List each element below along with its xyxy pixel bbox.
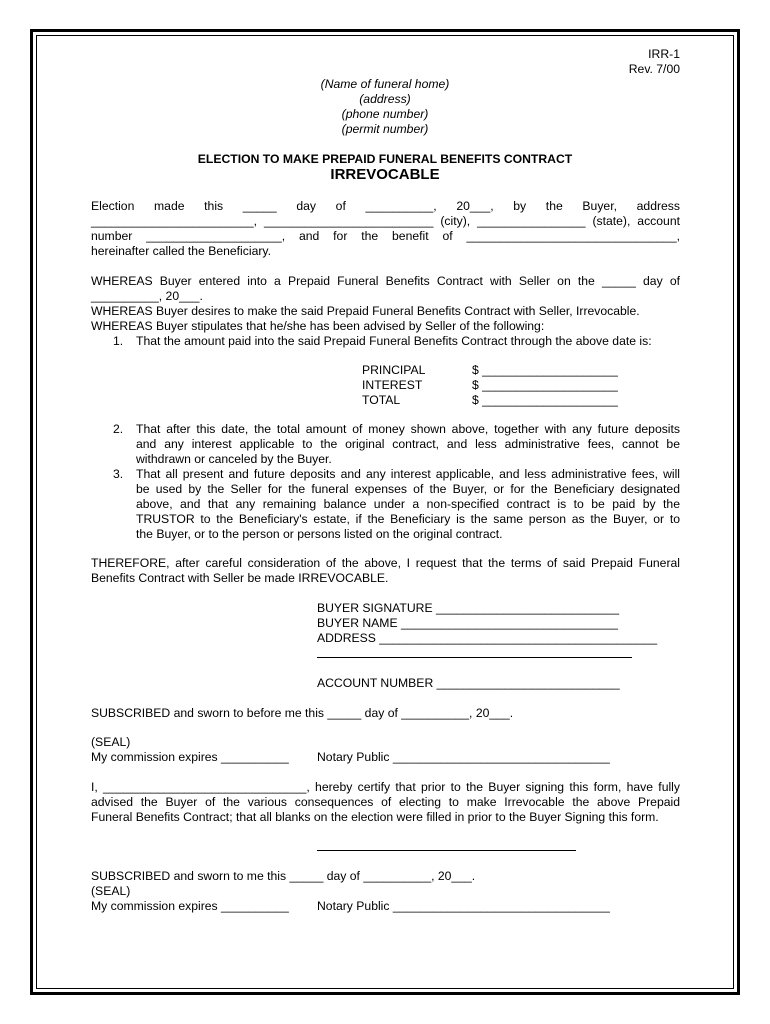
form-code: IRR-1 [648, 47, 680, 61]
buyer-signature-field[interactable]: BUYER SIGNATURE ___________________________ [317, 601, 619, 615]
certify-line-3: Funeral Benefits Contract; that all blanks on the election were filled in prior to the Buyer Signing this form. [91, 810, 659, 824]
whereas-3: WHEREAS Buyer stipulates that he/she has been advised by Seller of the following: [91, 319, 545, 333]
interest-label: INTEREST [362, 378, 423, 392]
document-subtitle: IRREVOCABLE [330, 166, 440, 183]
item-2-number: 2. [113, 422, 124, 436]
certify-line-2: advised the Buyer of the various consequences of electing to make Irrevocable the above Prepaid [91, 795, 680, 809]
therefore-line-1: THEREFORE, after careful consideration of the above, I request that the terms of said Prepaid Funeral [91, 556, 680, 570]
funeral-home-permit: (permit number) [341, 122, 429, 136]
item-2-line-3: withdrawn or canceled by the Buyer. [136, 452, 332, 466]
therefore-line-2: Benefits Contract with Seller be made IRREVOCABLE. [91, 571, 389, 585]
principal-value[interactable]: $ ____________________ [472, 363, 618, 377]
whereas-1-line-1: WHEREAS Buyer entered into a Prepaid Funeral Benefits Contract with Seller on the _____ day of [91, 274, 680, 288]
funeral-home-phone: (phone number) [341, 107, 429, 121]
subscribed-sworn-before[interactable]: SUBSCRIBED and sworn to before me this _____ day of __________, 20___. [91, 706, 514, 720]
buyer-address-field[interactable]: ADDRESS _________________________________________ [317, 631, 658, 645]
election-line-2: ________________________, _________________________ (city), ________________ (state), account [91, 214, 680, 228]
item-2-line-2: and any interest applicable to the original contract, and less administrative fees, cannot be [136, 437, 680, 451]
item-2-line-1: That after this date, the total amount of money shown above, together with any future deposits [136, 422, 680, 436]
election-line-4: hereinafter called the Beneficiary. [91, 244, 271, 258]
total-value[interactable]: $ ____________________ [472, 393, 618, 407]
subscribed-sworn-to[interactable]: SUBSCRIBED and sworn to me this _____ day of __________, 20___. [91, 869, 476, 883]
certifier-signature-line[interactable] [317, 850, 576, 851]
form-revision: Rev. 7/00 [628, 62, 680, 76]
buyer-address-line-2[interactable] [317, 657, 632, 658]
notary-public-2[interactable]: Notary Public ________________________________ [317, 899, 610, 913]
item-3-line-1: That all present and future deposits and any interest applicable, and less administrative fees, will [136, 467, 680, 481]
item-3-line-2: be used by the Seller for the funeral expenses of the Buyer, or for the Beneficiary designated [136, 482, 680, 496]
certify-line-1: I, ______________________________, hereby certify that prior to the Buyer signing this form, have fully [91, 780, 680, 794]
account-number-field[interactable]: ACCOUNT NUMBER ___________________________ [317, 676, 620, 690]
item-3-line-5: the Buyer, or to the person or persons listed on the original contract. [136, 527, 503, 541]
interest-value[interactable]: $ ____________________ [472, 378, 618, 392]
whereas-1-line-2: __________, 20___. [91, 289, 203, 303]
item-3-number: 3. [113, 467, 124, 481]
seal-label-1: (SEAL) [91, 735, 131, 749]
election-line-1: Election made this _____ day of __________, 20___, by the Buyer, address [91, 199, 680, 213]
funeral-home-address: (address) [359, 92, 411, 106]
seal-label-2: (SEAL) [91, 884, 131, 898]
total-label: TOTAL [362, 393, 401, 407]
principal-label: PRINCIPAL [362, 363, 426, 377]
election-line-3: number ____________________, and for the benefit of _______________________________, [91, 229, 680, 243]
item-1-text: That the amount paid into the said Prepaid Funeral Benefits Contract through the above date is: [136, 334, 652, 348]
whereas-2: WHEREAS Buyer desires to make the said Prepaid Funeral Benefits Contract with Seller, Irrevocable. [91, 304, 640, 318]
funeral-home-name: (Name of funeral home) [320, 77, 450, 91]
document-title: ELECTION TO MAKE PREPAID FUNERAL BENEFITS CONTRACT [197, 152, 573, 166]
commission-expires-1[interactable]: My commission expires __________ [91, 750, 289, 764]
notary-public-1[interactable]: Notary Public ________________________________ [317, 750, 610, 764]
item-1-number: 1. [113, 334, 124, 348]
buyer-name-field[interactable]: BUYER NAME ________________________________ [317, 616, 618, 630]
item-3-line-3: above, and that any remaining balance under a non-specified contract is to be paid by the [136, 497, 680, 511]
commission-expires-2[interactable]: My commission expires __________ [91, 899, 289, 913]
item-3-line-4: TRUSTOR to the Beneficiary's estate, if the Beneficiary is the same person as the Buyer, or to [136, 512, 680, 526]
